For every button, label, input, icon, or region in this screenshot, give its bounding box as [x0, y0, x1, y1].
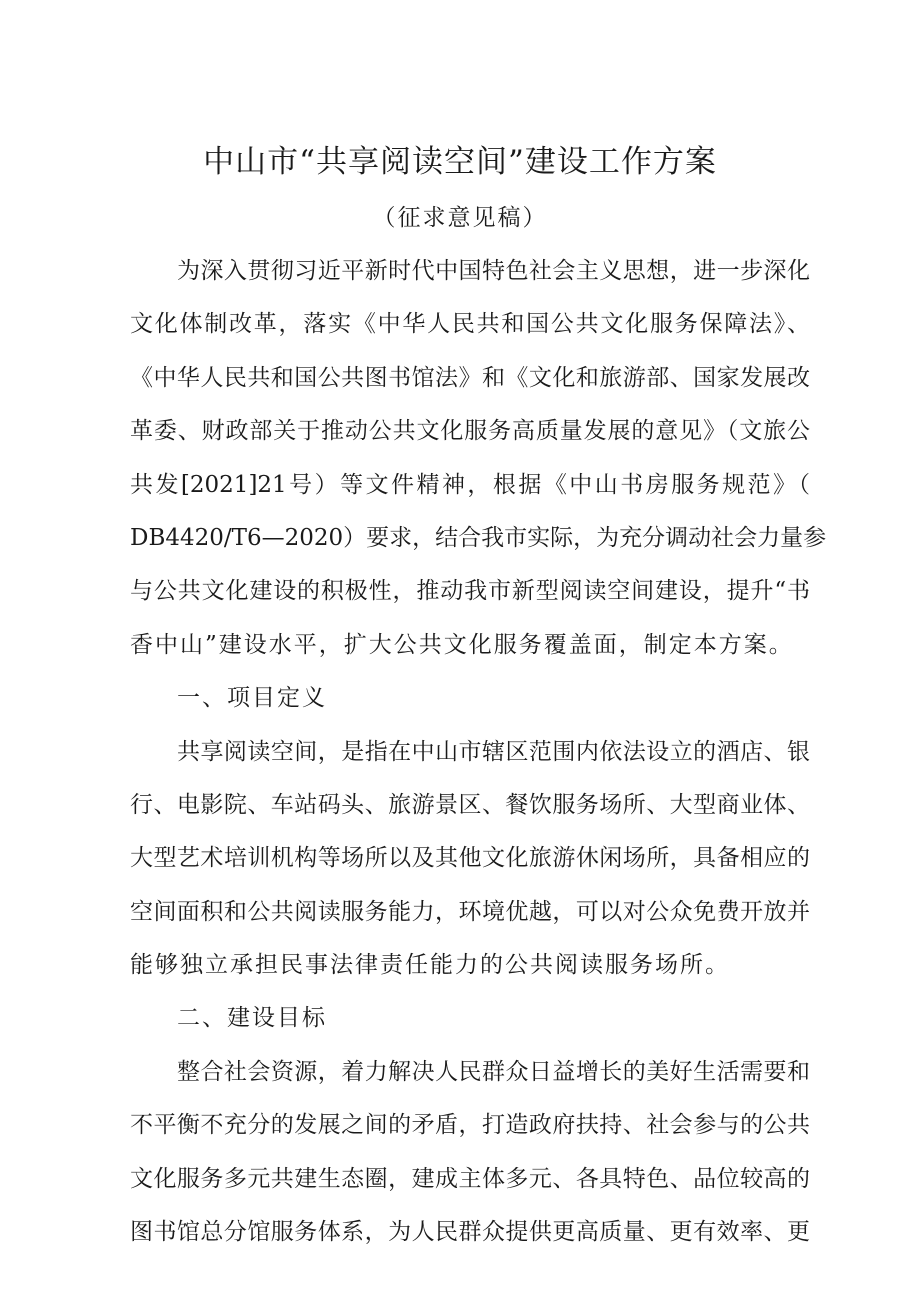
section-heading-goals: 二、建设目标 [177, 1005, 327, 1032]
paragraph-line: 共享阅读空间，是指在中山市辖区范围内依法设立的酒店、银 [177, 738, 810, 765]
section-heading-definition: 一、项目定义 [177, 685, 327, 712]
paragraph-line: 不平衡不充分的发展之间的矛盾，打造政府扶持、社会参与的公共 [130, 1112, 810, 1139]
paragraph-line: 文化体制改革，落实《中华人民共和国公共文化服务保障法》、 [130, 311, 810, 338]
document-title: 中山市“共享阅读空间”建设工作方案 [203, 144, 717, 180]
paragraph-line: 大型艺术培训机构等场所以及其他文化旅游休闲场所，具备相应的 [130, 845, 810, 872]
paragraph-line: 能够独立承担民事法律责任能力的公共阅读服务场所。 [130, 952, 730, 979]
document-body [130, 245, 827, 1259]
paragraph-line: 《中华人民共和国公共图书馆法》和《文化和旅游部、国家发展改 [130, 364, 810, 391]
paragraph-line: 行、电影院、车站码头、旅游景区、餐饮服务场所、大型商业体、 [130, 791, 810, 818]
document-subtitle: （征求意见稿） [372, 205, 548, 231]
paragraph-line: DB4420/T6—2020）要求，结合我市实际，为充分调动社会力量参 [130, 524, 827, 551]
paragraph-line: 文化服务多元共建生态圈，建成主体多元、各具特色、品位较高的 [130, 1165, 810, 1192]
paragraph-line: 与公共文化建设的积极性，推动我市新型阅读空间建设，提升“书 [130, 578, 810, 605]
paragraph-line: 香中山”建设水平，扩大公共文化服务覆盖面，制定本方案。 [130, 631, 794, 658]
paragraph-line: 共发[2021]21号）等文件精神，根据《中山书房服务规范》（ [130, 471, 810, 498]
paragraph-line: 革委、财政部关于推动公共文化服务高质量发展的意见》（文旅公 [130, 418, 810, 445]
paragraph-line: 为深入贯彻习近平新时代中国特色社会主义思想，进一步深化 [177, 258, 810, 284]
paragraph-line: 空间面积和公共阅读服务能力，环境优越，可以对公众免费开放并 [130, 898, 810, 925]
paragraph-line: 图书馆总分馆服务体系，为人民群众提供更高质量、更有效率、更 [130, 1219, 810, 1246]
paragraph-line: 整合社会资源，着力解决人民群众日益增长的美好生活需要和 [177, 1058, 810, 1085]
